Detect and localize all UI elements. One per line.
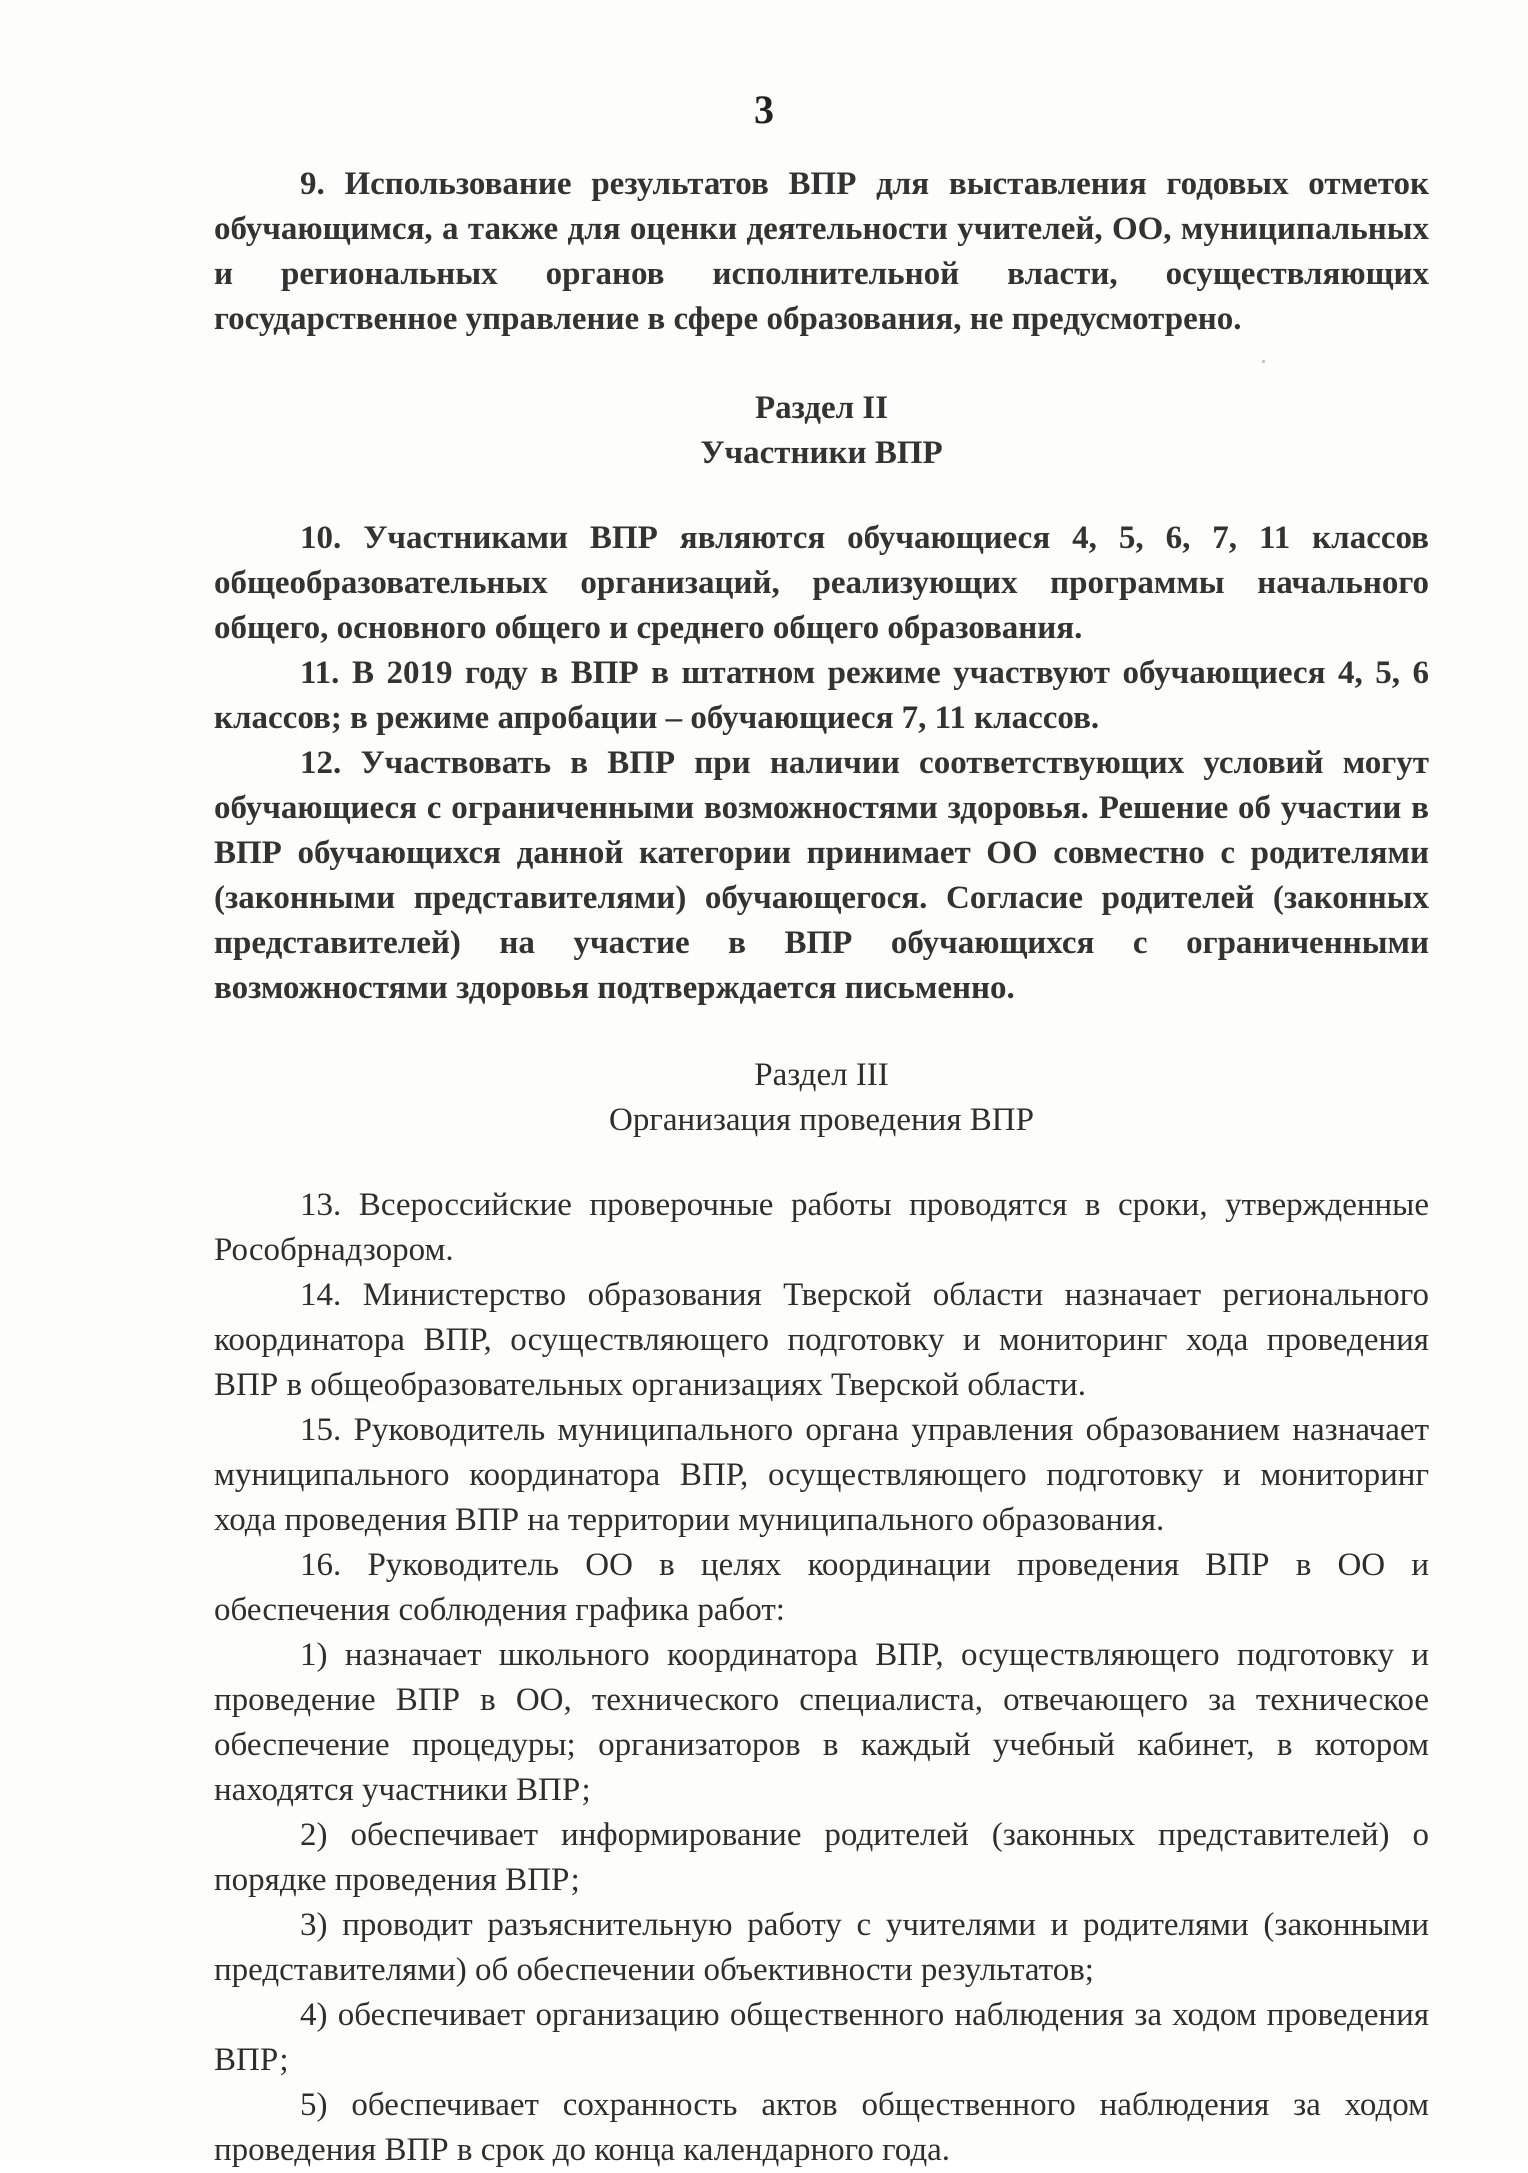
paragraph-11: 11. В 2019 году в ВПР в штатном режиме участвуют обучающиеся 4, 5, 6 классов; в режиме апробации – обучающиеся 7, 11 классов. — [214, 655, 1429, 736]
list-item-2: 2) обеспечивает информирование родителей (законных представителей) о порядке проведения ВПР; — [214, 1817, 1429, 1898]
list-item-3: 3) проводит разъяснительную работу с учителями и родителями (законными представителями) об обеспечении объективности результатов; — [214, 1907, 1429, 1988]
section-3-label: Раздел III — [754, 1057, 889, 1093]
scan-speck — [1262, 360, 1265, 363]
paragraph-15: 15. Руководитель муниципального органа управления образованием назначает муниципального координатора ВПР, осуществляющего подготовку и мониторинг хода проведения ВПР на территории муниципального образования. — [214, 1412, 1429, 1538]
paragraph-14: 14. Министерство образования Тверской области назначает регионального координатора ВПР, осуществляющего подготовку и мониторинг хода проведения ВПР в общеобразовательных организациях Тверской области. — [214, 1277, 1429, 1403]
document-body — [214, 162, 1429, 2173]
paragraph-16: 16. Руководитель ОО в целях координации проведения ВПР в ОО и обеспечения соблюдения графика работ: — [214, 1547, 1429, 1628]
paragraph-12: 12. Участвовать в ВПР при наличии соответствующих условий могут обучающиеся с ограниченными возможностями здоровья. Решение об участии в ВПР обучающихся данной категории принимает ОО совместно с родителями (законными представителями) обучающегося. Согласие родителей (законных представителей) на участие в ВПР обучающихся с ограниченными возможностями здоровья подтверждается письменно. — [214, 745, 1429, 1006]
list-item-5: 5) обеспечивает сохранность актов общественного наблюдения за ходом проведения ВПР в срок до конца календарного года. — [214, 2087, 1429, 2168]
paragraph-10: 10. Участниками ВПР являются обучающиеся 4, 5, 6, 7, 11 классов общеобразовательных организаций, реализующих программы начального общего, основного общего и среднего общего образования. — [214, 520, 1429, 646]
section-3-title: Организация проведения ВПР — [609, 1102, 1034, 1138]
section-2-label: Раздел II — [754, 390, 889, 426]
paragraph-9: 9. Использование результатов ВПР для выставления годовых отметок обучающимся, а также для оценки деятельности учителей, ОО, муниципальных и региональных органов исполнительной власти, осуществляющих государственное управление в сфере образования, не предусмотрено. — [214, 166, 1429, 337]
section-2-title: Участники ВПР — [700, 435, 943, 471]
list-item-1: 1) назначает школьного координатора ВПР, осуществляющего подготовку и проведение ВПР в ОО, технического специалиста, отвечающего за техническое обеспечение процедуры; организаторов в каждый учебный кабинет, в котором находятся участники ВПР; — [214, 1637, 1429, 1808]
paragraph-13: 13. Всероссийские проверочные работы проводятся в сроки, утвержденные Рособрнадзором. — [214, 1187, 1429, 1268]
page-number: 3 — [754, 87, 774, 132]
list-item-4: 4) обеспечивает организацию общественного наблюдения за ходом проведения ВПР; — [214, 1997, 1429, 2078]
